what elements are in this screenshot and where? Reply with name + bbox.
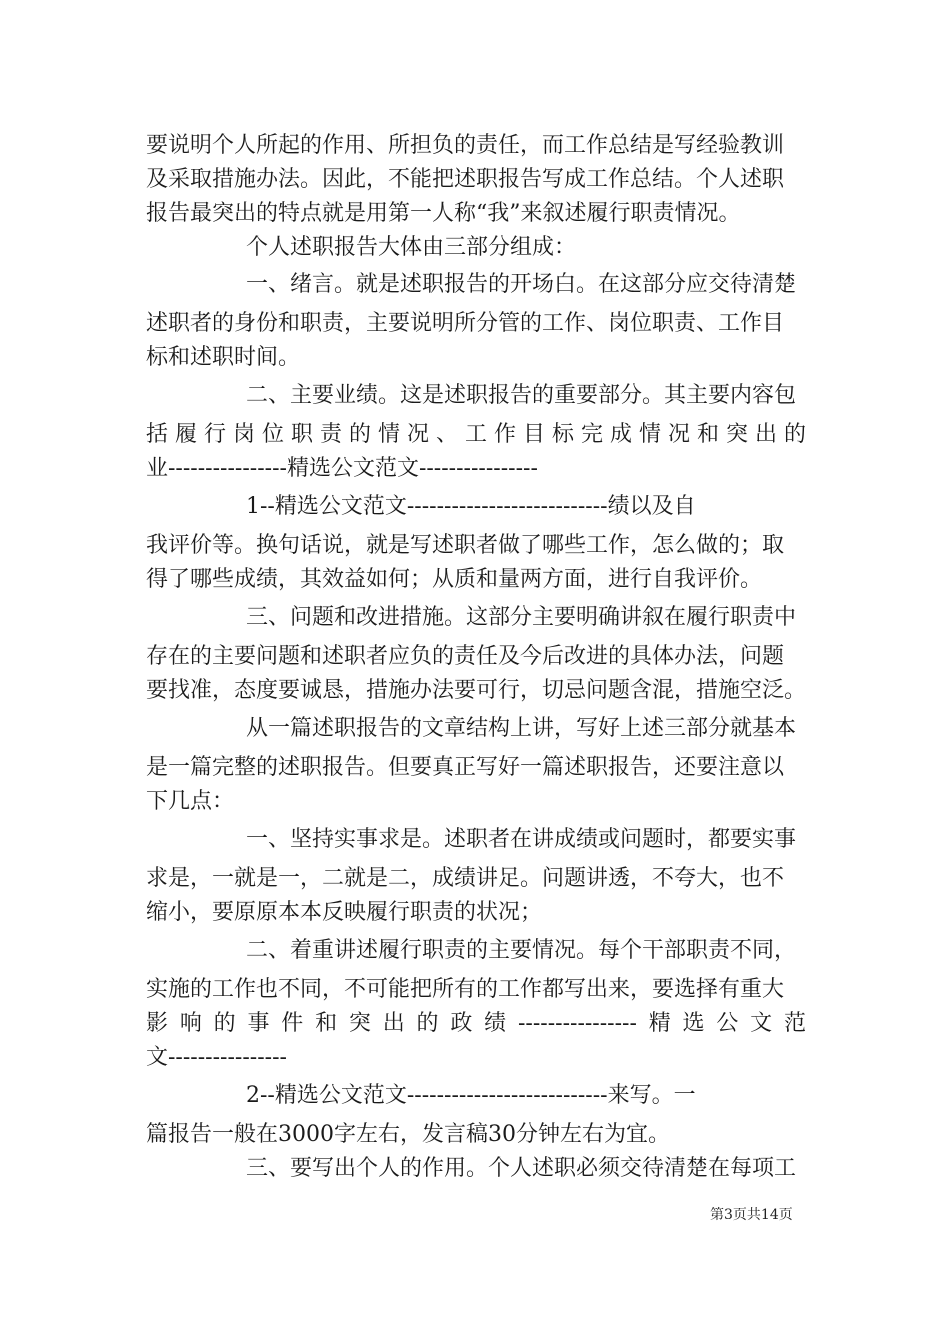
page-number: 第3页共14页: [710, 1207, 793, 1223]
text-line: 一、坚持实事求是。述职者在讲成绩或问题时，都要实事: [246, 827, 797, 852]
text-line: 我评价等。换句话说，就是写述职者做了哪些工作，怎么做的；取: [146, 533, 785, 558]
text-line: 下几点：: [146, 789, 235, 814]
text-line: 存在的主要问题和述职者应负的责任及今后改进的具体办法，问题: [146, 644, 785, 669]
text-line: 业----------------精选公文范文----------------: [146, 456, 538, 481]
text-line: 三、要写出个人的作用。个人述职必须交待清楚在每项工: [246, 1156, 797, 1181]
text-line: 标和述职时间。: [146, 345, 301, 370]
text-line: 从一篇述职报告的文章结构上讲，写好上述三部分就基本: [246, 716, 797, 741]
text-line: 影响的事件和突出的政绩----------------精选公文范: [146, 1011, 806, 1036]
text-line: 是一篇完整的述职报告。但要真正写好一篇述职报告，还要注意以: [146, 755, 785, 780]
text-line: 缩小，要原原本本反映履行职责的状况；: [146, 900, 543, 925]
text-line: 实施的工作也不同，不可能把所有的工作都写出来，要选择有重大: [146, 977, 785, 1002]
text-line: 及采取措施办法。因此，不能把述职报告写成工作总结。个人述职: [146, 167, 785, 192]
text-line: 求是，一就是一，二就是二，成绩讲足。问题讲透，不夸大，也不: [146, 866, 785, 891]
text-line: 括履行岗位职责的情况、工作目标完成情况和突出的: [146, 422, 806, 447]
text-line: 二、主要业绩。这是述职报告的重要部分。其主要内容包: [246, 383, 797, 408]
text-line: 2--精选公文范文---------------------------来写。一: [246, 1083, 696, 1108]
text-line: 个人述职报告大体由三部分组成：: [246, 235, 577, 260]
text-line: 一、绪言。就是述职报告的开场白。在这部分应交待清楚: [246, 272, 797, 297]
text-line: 要找准，态度要诚恳，措施办法要可行，切忌问题含混，措施空泛。: [146, 678, 807, 703]
text-line: 要说明个人所起的作用、所担负的责任，而工作总结是写经验教训: [146, 133, 785, 158]
text-line: 篇报告一般在3000字左右，发言稿30分钟左右为宜。: [146, 1122, 670, 1147]
text-line: 得了哪些成绩，其效益如何；从质和量两方面，进行自我评价。: [146, 567, 763, 592]
text-line: 报告最突出的特点就是用第一人称“我”来叙述履行职责情况。: [146, 201, 741, 226]
text-line: 文----------------: [146, 1045, 287, 1070]
text-line: 述职者的身份和职责，主要说明所分管的工作、岗位职责、工作目: [146, 311, 785, 336]
text-line: 三、问题和改进措施。这部分主要明确讲叙在履行职责中: [246, 605, 797, 630]
text-line: 二、着重讲述履行职责的主要情况。每个干部职责不同，: [246, 938, 797, 963]
text-line: 1--精选公文范文---------------------------绩以及自: [246, 494, 696, 519]
